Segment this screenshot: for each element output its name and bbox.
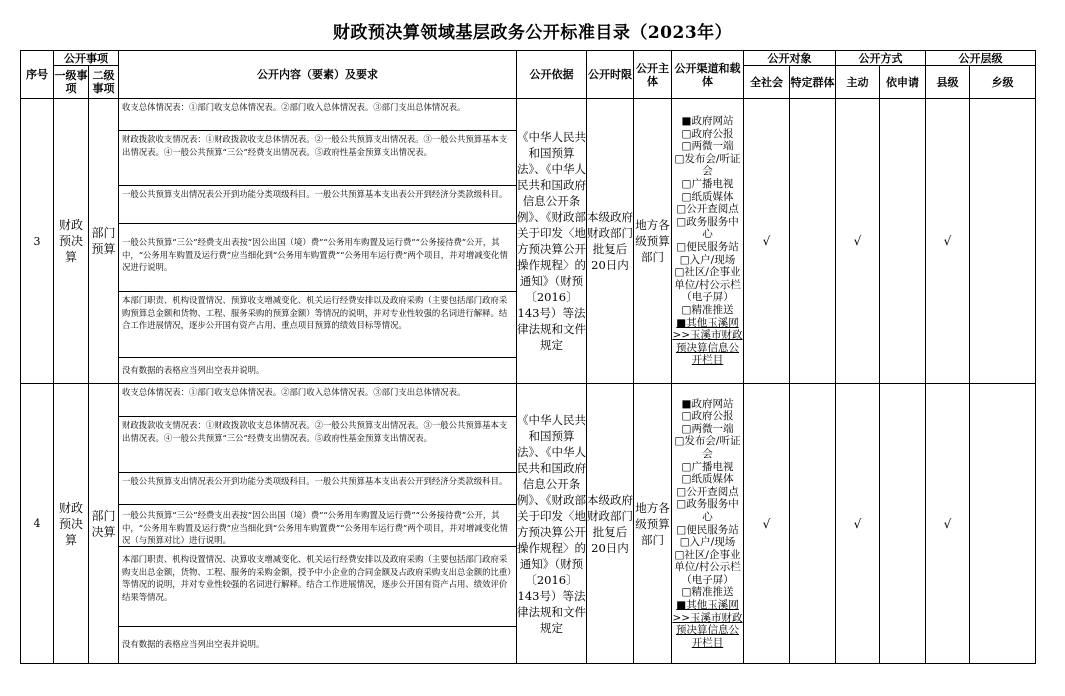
township-check xyxy=(970,384,1036,664)
channel-item: □发布会/听证会 xyxy=(674,152,741,178)
content-item: 一般公共预算“三公”经费支出表按“因公出国（境）费”“公务用车购置及运行费”“公务接待费”公开，其中，“公务用车购置及运行费”应当细化到“公务用车购置费”“公务用车运行费”两个项目，并对增减变化情况进行说明。 xyxy=(119,224,516,292)
table-row xyxy=(21,384,1036,664)
row-basis: 《中华人民共和国预算法》、《中华人民共和国政府信息公开条例》、《财政部关于印发〈地方预决算公开操作规程〉的通知》（财预〔2016〕143号）等法律法规和文件规定 xyxy=(517,384,587,664)
channel-item: □两微一端 xyxy=(681,422,734,435)
channel-item: □便民服务站 xyxy=(676,241,739,253)
channel-item: □广播电视 xyxy=(681,460,734,473)
header-county: 县级 xyxy=(926,66,970,99)
county-check: √ xyxy=(926,384,970,664)
row-basis: 《中华人民共和国预算法》、《中华人民共和国政府信息公开条例》、《财政部关于印发〈地方预决算公开操作规程〉的通知》（财预〔2016〕143号）等法律法规和文件规定 xyxy=(517,99,587,384)
on-request-check xyxy=(880,99,926,384)
channel-link[interactable]: ■其他玉溪网>>玉溪市财政预决算信息公开栏目 xyxy=(672,599,743,649)
row-level1: 财政预决算 xyxy=(54,99,89,384)
channel-item: □社区/企事业单位/村公示栏（电子屏） xyxy=(674,266,741,304)
content-item: 财政拨款收支情况表：①财政拨款收支总体情况表。②一般公共预算支出情况表。③一般公共预算基本支出情况表。④一般公共预算“三公”经费支出情况表。⑤政府性基金预算支出情况表。 xyxy=(119,417,516,473)
content-item: 没有数据的表格应当列出空表并说明。 xyxy=(122,365,265,375)
row-channels xyxy=(672,99,744,384)
header-basis: 公开依据 xyxy=(517,51,587,99)
header-subject: 公开主体 xyxy=(634,51,672,99)
row-seq: 3 xyxy=(21,99,54,384)
content-item: 本部门职责、机构设置情况、决算收支增减变化、机关运行经费安排以及政府采购（主要包括部门政府采购支出总金额，货物、工程、服务的采购金额，授予中小企业的合同金额及占政府采购支出总金额的比重）等情况的说明，并对专业性较强的名词进行解释。结合工作进展情况，逐步公开国有资产占用、绩效评价结果等情况。 xyxy=(119,547,516,627)
content-item: 收支总体情况表：①部门收支总体情况表。②部门收入总体情况表。③部门支出总体情况表。 xyxy=(119,99,516,131)
row-level2: 部门预算 xyxy=(89,99,119,384)
channel-item: □纸质媒体 xyxy=(681,473,734,486)
header-time-limit: 公开时限 xyxy=(587,51,634,99)
channel-item: □精准推送 xyxy=(681,586,734,599)
page-title: 财政预决算领域基层政务公开标准目录（2023年） xyxy=(332,23,733,43)
row-subject: 地方各级预算部门 xyxy=(634,99,672,384)
channel-item: □两微一端 xyxy=(681,140,734,153)
row-level2: 部门决算 xyxy=(89,384,119,664)
channel-item: □精准推送 xyxy=(681,303,734,316)
header-seq: 序号 xyxy=(21,51,54,99)
header-level2: 二级事项 xyxy=(89,66,119,99)
header-level-group: 公开层级 xyxy=(926,51,1036,66)
channel-item: □入户/现场 xyxy=(679,536,736,549)
catalog-table xyxy=(20,50,1036,664)
channel-item: □政府公报 xyxy=(681,127,734,140)
channel-item: □入户/现场 xyxy=(679,253,736,266)
active-check: √ xyxy=(836,99,880,384)
header-township: 乡级 xyxy=(970,66,1036,99)
specific-check xyxy=(790,99,836,384)
society-check: √ xyxy=(744,384,790,664)
channel-item: □公开查阅点 xyxy=(676,203,739,216)
channel-item: □政府公报 xyxy=(681,410,734,423)
header-society: 全社会 xyxy=(744,66,790,99)
row-content xyxy=(119,384,517,664)
content-item: 本部门职责、机构设置情况、预算收支增减变化、机关运行经费安排以及政府采购（主要包括部门政府采购预算总金额和货物、工程、服务采购的预算金额）等情况的说明，并对专业性较强的名词进行解释。结合工作进展情况，逐步公开国有资产占用、重点项目预算的绩效目标等情况。 xyxy=(119,292,516,358)
header-items-group: 公开事项 xyxy=(54,51,119,66)
header-content: 公开内容（要素）及要求 xyxy=(119,51,517,99)
society-check: √ xyxy=(744,99,790,384)
row-time-limit: 本级政府财政部门批复后20日内 xyxy=(587,384,634,664)
header-level1: 一级事项 xyxy=(54,66,89,99)
header-channels: 公开渠道和载体 xyxy=(672,51,744,99)
channel-item: □社区/企事业单位/村公示栏（电子屏） xyxy=(674,548,741,586)
channel-item: □政务服务中心 xyxy=(676,215,739,241)
content-item: 没有数据的表格应当列出空表并说明。 xyxy=(122,639,265,649)
row-level1: 财政预决算 xyxy=(54,384,89,664)
table-row xyxy=(21,99,1036,384)
row-subject: 地方各级预算部门 xyxy=(634,384,672,664)
content-item: 一般公共预算支出情况表公开到功能分类项级科目。一般公共预算基本支出表公开到经济分类款级科目。 xyxy=(119,186,516,224)
county-check: √ xyxy=(926,99,970,384)
channel-item: ■政府网站 xyxy=(681,397,734,410)
content-item: 财政拨款收支情况表：①财政拨款收支总体情况表。②一般公共预算支出情况表。③一般公共预算基本支出情况表。④一般公共预算“三公”经费支出情况表。⑤政府性基金预算支出情况表。 xyxy=(119,131,516,186)
header-on-request: 依申请 xyxy=(880,66,926,99)
content-item: 一般公共预算支出情况表公开到功能分类项级科目。一般公共预算基本支出表公开到经济分类款级科目。 xyxy=(119,473,516,505)
township-check xyxy=(970,99,1036,384)
header-active: 主动 xyxy=(836,66,880,99)
header-specific: 特定群体 xyxy=(790,66,836,99)
channel-item: □便民服务站 xyxy=(676,523,739,536)
specific-check xyxy=(790,384,836,664)
channel-item: ■政府网站 xyxy=(681,115,734,128)
header-mode-group: 公开方式 xyxy=(836,51,926,66)
row-seq: 4 xyxy=(21,384,54,664)
content-item: 一般公共预算“三公”经费支出表按“因公出国（境）费”“公务用车购置及运行费”“公务接待费”公开，其中，“公务用车购置及运行费”应当细化到“公务用车购置费”“公务用车运行费”两个项目，并对增减变化情况（与预算对比）进行说明。 xyxy=(119,505,516,547)
channel-link[interactable]: ■其他玉溪网>>玉溪市财政预决算信息公开栏目 xyxy=(672,316,743,367)
row-time-limit: 本级政府财政部门批复后20日内 xyxy=(587,99,634,384)
channel-item: □纸质媒体 xyxy=(681,190,734,203)
on-request-check xyxy=(880,384,926,664)
channel-item: □公开查阅点 xyxy=(676,485,739,498)
header-audience-group: 公开对象 xyxy=(744,51,836,66)
active-check: √ xyxy=(836,384,880,664)
channel-item: □广播电视 xyxy=(681,178,734,191)
channel-item: □发布会/听证会 xyxy=(674,435,741,460)
content-item: 收支总体情况表：①部门收支总体情况表。②部门收入总体情况表。③部门支出总体情况表。 xyxy=(119,384,516,417)
row-channels xyxy=(672,384,744,664)
row-content xyxy=(119,99,517,384)
channel-item: □政务服务中心 xyxy=(676,498,739,523)
